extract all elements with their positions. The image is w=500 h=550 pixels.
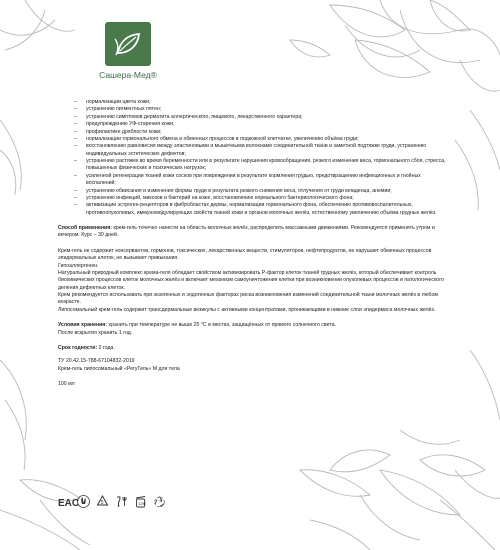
description-line: Липосомальный крем-гель содержит трансдермальные везикулы с активными концентратами, проникающими в нижние слои эпидермиса молочных желёз. <box>58 306 436 313</box>
recycle-arrows-icon <box>153 495 166 508</box>
list-item: – устранению инфекций, микозов и бактерий на коже, восстановлению нормального бактериологического фона; <box>86 195 450 202</box>
shelf-life-label: Срок годности: <box>58 344 98 351</box>
label-text-body <box>58 99 450 388</box>
indications-list <box>58 99 450 217</box>
storage-label: Условия хранения: <box>58 322 108 329</box>
leaf-logo-icon <box>105 22 151 66</box>
storage-section <box>58 322 450 337</box>
svg-text:12M: 12M <box>138 501 146 506</box>
svg-text:5: 5 <box>100 500 104 506</box>
list-item: – профилактике дряблости кожи; <box>86 129 450 136</box>
open-jar-icon <box>134 495 147 508</box>
list-item: – устранению растяжек во время беременности или в результате нарушения кровообращения, резкого изменения веса, гормонального сбоя, стресса, повышенных физических и психических нагрузок; <box>86 158 450 173</box>
list-item: – усиленной регенерации тканей кожи сосков при повреждении в результате кормления грудью, предотвращению инфекционных и гнойных воспалений; <box>86 173 450 188</box>
tu-code: ТУ 20.42.15-788-67104832-2019 <box>58 358 135 365</box>
list-item: – устранению симптомов дерматита аллергического, пищевого, лекарственного характера; <box>86 114 450 121</box>
product-name: Крем-гель липосомальный «РегуГель» М для тела <box>58 365 180 372</box>
list-item: – устранению пигментных пятен; <box>86 106 450 113</box>
list-item: – нормализации гормонального обмена и обменных процессов в подкожной клетчатке, увеличению объёма груди; <box>86 136 450 143</box>
usage-text: крем-гель точечно нанести на область молочных желёз, распределить массажными движениями. Рекомендуется применять утром и вечером. Курс – 30 дней. <box>58 225 435 239</box>
list-item: – устранению обвисания и изменения формы груди в результата резкого снижения веса, отлучения от груди младенца, анемии; <box>86 188 450 195</box>
brand-logo <box>88 22 168 80</box>
shelf-life-section <box>58 345 450 352</box>
usage-section <box>58 225 450 240</box>
storage-after-opening: После вскрытия хранить 1 год. <box>58 329 133 336</box>
volume: 100 мл <box>58 381 75 387</box>
glass-fork-icon <box>115 495 128 508</box>
shelf-life-text: 2 года. <box>97 344 115 351</box>
storage-text: хранить при температуре не выше 25 °С в местах, защищённых от прямого солнечного света. <box>107 322 336 329</box>
description-line: Крем-гель не содержит консервантов, гормонов, токсических, лекарственных веществ, стимуляторов, нефтепродуктов, не нарушает обменных процессов эпидермальных клеток, не вызывает привыкания. <box>58 247 432 262</box>
description-line: Гипоаллергенен. <box>58 262 99 269</box>
eac-mark <box>58 495 80 509</box>
svg-text:EAC: EAC <box>58 498 80 509</box>
recycle-icon <box>96 495 109 508</box>
product-info <box>58 358 450 373</box>
list-item: – нормализации цвета кожи; <box>86 99 450 106</box>
bunny-icon <box>77 495 90 508</box>
list-item: – предупреждению УФ-старения кожи; <box>86 121 450 128</box>
list-item: – активизации эстроген-рецепторов в фибробластах дермы, нормализации гормонального фона, обеспечению противовоспалительных, противоопухолевых, иммуномодулирующих свойств тканей кожи и органов молочных желёз, естественному увеличению объёма грудных желёз. <box>86 202 450 217</box>
description-section <box>58 248 450 314</box>
list-item: – восстановлению равновесия между эластиновыми и мышечными волокнами соединительной ткани и заметной подтяжке груди, устранению индивидуальных эстетических дефектов; <box>86 143 450 158</box>
description-line: Крем рекомендуется использовать при экзогенных и эндогенных факторах риска возникновения изменений соединительной ткани молочных желёз в любом возрасте. <box>58 292 438 306</box>
certification-icons <box>58 495 166 508</box>
description-line: Натуральный природный комплекс крема-геля обладает свойством активизировать Р-фактор клеток тканей грудных желёз, который обеспечивает контроль биохимических процессов клеток молочных желёз и включает механизм самоуничтожения клетки при возникновении опухолевых процессов и патологического деления дефектных клеток. <box>58 269 444 291</box>
brand-name: Сашера-Мед® <box>99 70 157 80</box>
usage-label: Способ применения: <box>58 225 112 231</box>
